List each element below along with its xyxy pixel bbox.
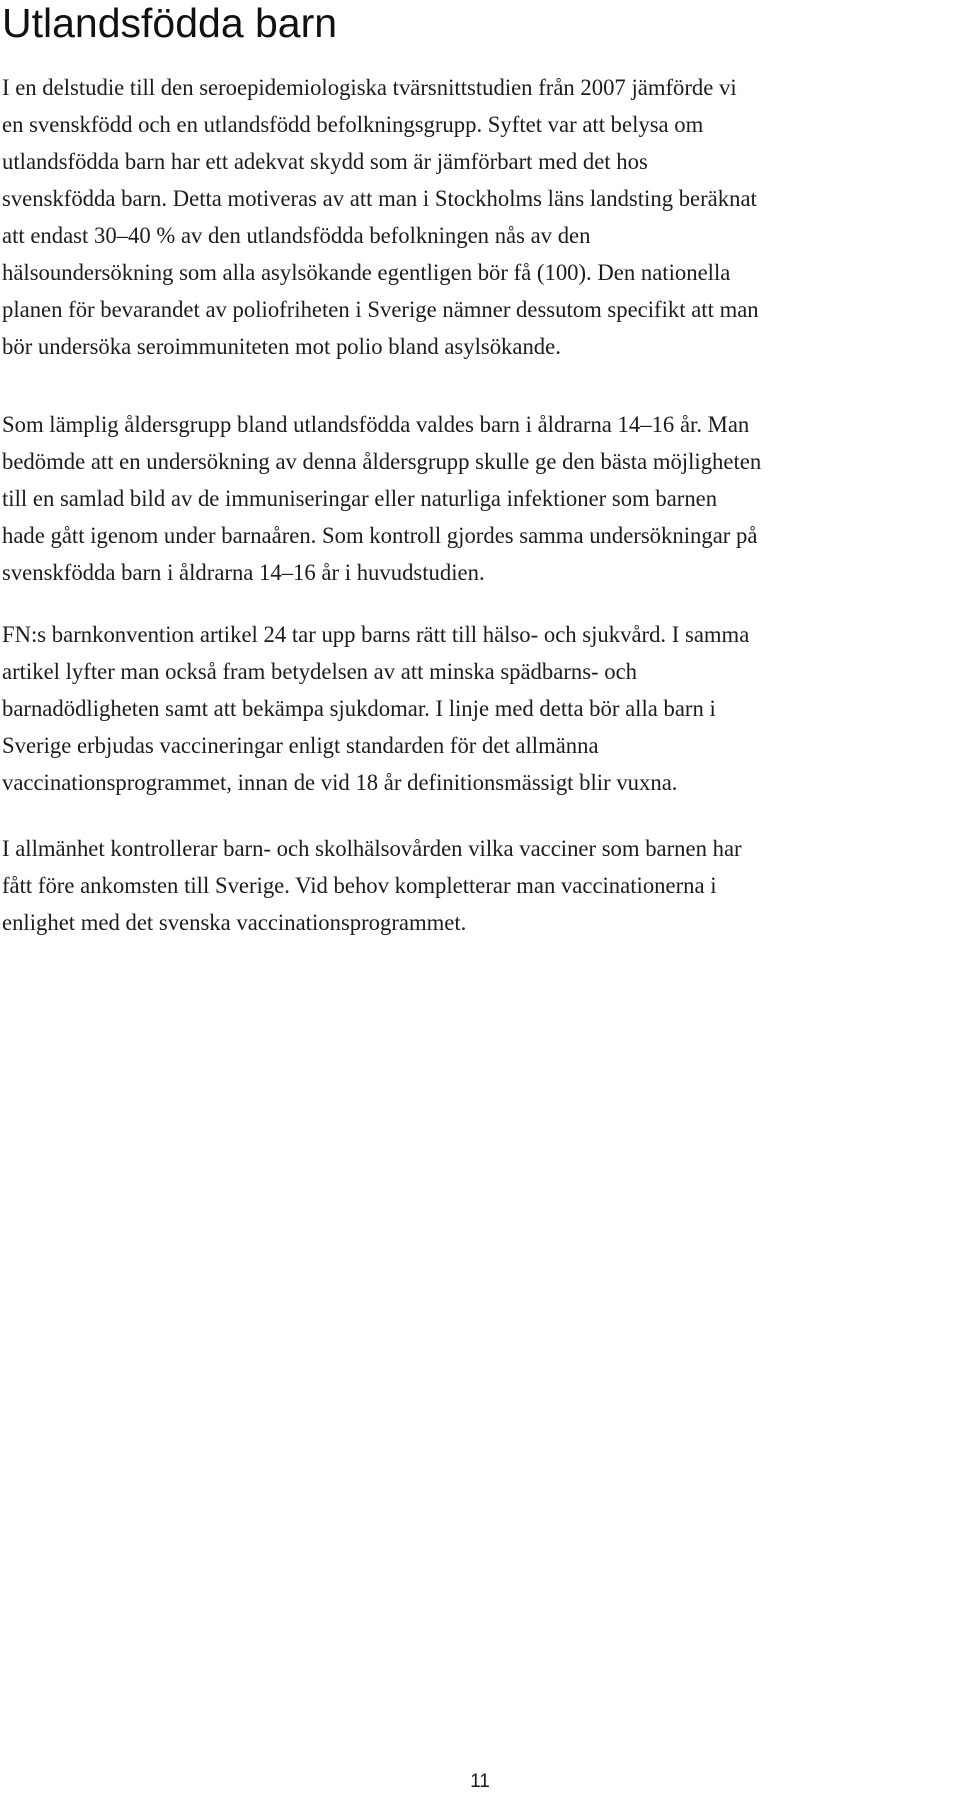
text-line: planen för bevarandet av poliofriheten i Sverige nämner dessutom specifikt att man — [2, 297, 759, 322]
text-line: hälsoundersökning som alla asylsökande egentligen bör få (100). Den nationella — [2, 260, 731, 285]
paragraph-age-group — [2, 406, 942, 591]
text-line: en svenskfödd och en utlandsfödd befolkningsgrupp. Syftet var att belysa om — [2, 112, 704, 137]
text-line: I allmänhet kontrollerar barn- och skolhälsovården vilka vacciner som barnen har — [2, 836, 742, 861]
text-line: bör undersöka seroimmuniteten mot polio bland asylsökande. — [2, 334, 561, 359]
text-line: till en samlad bild av de immuniseringar eller naturliga infektioner som barnen — [2, 486, 718, 511]
text-line: svenskfödda barn. Detta motiveras av att man i Stockholms läns landsting beräknat — [2, 186, 757, 211]
text-line: enlighet med det svenska vaccinationsprogrammet. — [2, 910, 467, 935]
text-line: fått före ankomsten till Sverige. Vid behov kompletterar man vaccinationerna i — [2, 873, 717, 898]
text-line: bedömde att en undersökning av denna åldersgrupp skulle ge den bästa möjligheten — [2, 449, 762, 474]
paragraph-health-services — [2, 830, 942, 941]
text-line: att endast 30–40 % av den utlandsfödda befolkningen nås av den — [2, 223, 591, 248]
paragraph-study-intro — [2, 69, 942, 365]
text-line: barnadödligheten samt att bekämpa sjukdomar. I linje med detta bör alla barn i — [2, 696, 716, 721]
text-line: FN:s barnkonvention artikel 24 tar upp barns rätt till hälso- och sjukvård. I samma — [2, 622, 750, 647]
text-line: vaccinationsprogrammet, innan de vid 18 år definitionsmässigt blir vuxna. — [2, 770, 678, 795]
text-line: hade gått igenom under barnaåren. Som kontroll gjordes samma undersökningar på — [2, 523, 758, 548]
text-line: Sverige erbjudas vaccineringar enligt standarden för det allmänna — [2, 733, 599, 758]
text-line: artikel lyfter man också fram betydelsen av att minska spädbarns- och — [2, 659, 638, 684]
text-line: I en delstudie till den seroepidemiologiska tvärsnittstudien från 2007 jämförde vi — [2, 75, 737, 100]
text-line: utlandsfödda barn har ett adekvat skydd som är jämförbart med det hos — [2, 149, 648, 174]
page-number: 11 — [470, 1771, 490, 1792]
text-line: Som lämplig åldersgrupp bland utlandsfödda valdes barn i åldrarna 14–16 år. Man — [2, 412, 750, 437]
text-line: svenskfödda barn i åldrarna 14–16 år i huvudstudien. — [2, 560, 485, 585]
paragraph-un-convention — [2, 616, 942, 801]
page-heading: Utlandsfödda barn — [2, 0, 338, 46]
